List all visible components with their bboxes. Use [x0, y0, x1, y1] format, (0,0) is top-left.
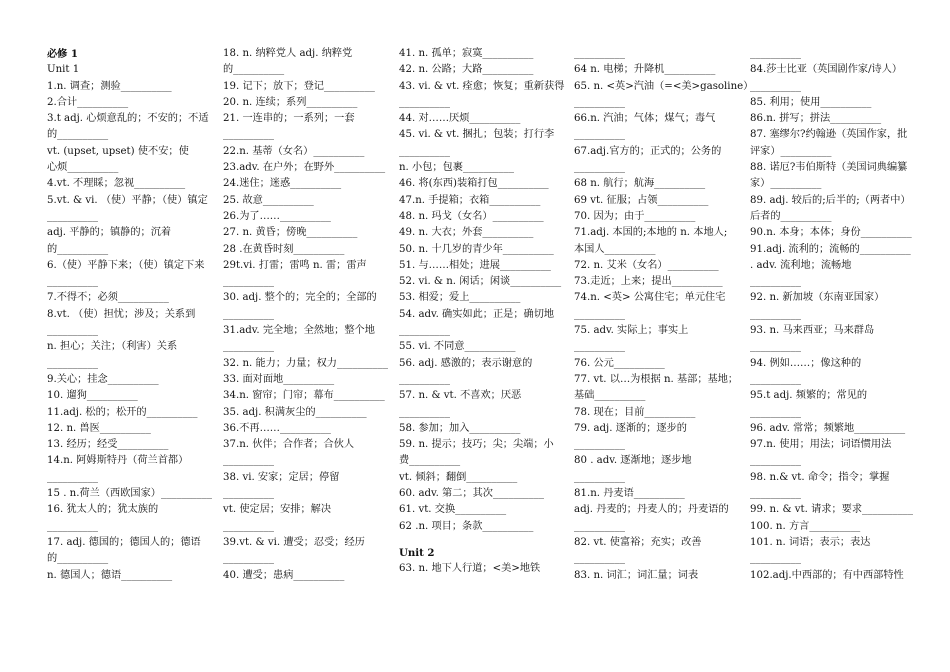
vocab-line: 3.t adj. 心烦意乱的；不安的；不适	[47, 113, 209, 125]
vocab-line: 14.n. 阿姆斯特丹（荷兰首都）	[47, 455, 189, 467]
vocab-line: __________	[399, 96, 450, 108]
vocab-line: __________	[399, 325, 450, 337]
vocab-line: 46. 将(东西)装箱打包__________	[399, 178, 549, 190]
vocab-line: 75. adv. 实际上；事实上	[574, 325, 689, 337]
vocab-line: 4.vt. 不理睬；忽视__________	[47, 178, 186, 190]
vocab-line: 23.adv. 在户外；在野外__________	[223, 162, 386, 174]
vocab-line: 63. n. 地下人行道；<美>地铁	[399, 563, 541, 575]
section-heading: 必修 1	[47, 48, 79, 60]
vocab-line: 55. vi. 不同意__________	[399, 341, 516, 353]
vocab-line: 的__________	[223, 64, 285, 76]
vocab-line: __________	[47, 210, 98, 222]
vocab-line: vt. 使定居；安排；解决	[223, 504, 332, 516]
vocab-line: __________	[47, 520, 98, 532]
vocab-line: 15 . n.荷兰（西欧国家）__________	[47, 488, 212, 500]
vocab-line: __________	[574, 308, 625, 320]
vocab-line: 61. vt. 交换__________	[399, 504, 507, 516]
vocab-line: 59. n. 提示；技巧；尖；尖端；小	[399, 439, 554, 451]
vocab-line: __________	[750, 48, 801, 59]
vocab-line: 84.莎士比亚（英国剧作家/诗人）	[750, 64, 903, 76]
vocab-line: __________	[574, 162, 625, 174]
vocab-line: __________	[47, 325, 98, 337]
vocab-line: 81.n. 丹麦语__________	[574, 488, 685, 500]
vocab-line: 的__________	[47, 129, 109, 141]
vocab-line: 77. vt. 以…为根据 n. 基部；基地；	[574, 373, 739, 385]
vocab-line: 8.vt. （使）担忧；涉及；关系到	[47, 308, 196, 320]
vocab-line: __________	[750, 373, 801, 385]
vocab-line: adj. 丹麦的；丹麦人的；丹麦语的	[574, 504, 729, 516]
vocab-line: 96. adv. 常常；频繁地__________	[750, 422, 906, 434]
vocab-line: 79. adj. 逐渐的；逐步的	[574, 422, 687, 434]
vocab-line: 33. 面对面地__________	[223, 373, 335, 385]
vocab-line: 28 .在黄昏时刻__________	[223, 243, 345, 255]
vocab-line: . adv. 流利地；流畅地	[750, 259, 852, 271]
vocab-line: 89. adj. 较后的;后半的;（两者中）	[750, 194, 911, 206]
vocab-line: __________	[750, 406, 801, 418]
vocab-line: 49. n. 大衣；外套__________	[399, 227, 534, 239]
vocab-line: 41. n. 孤单；寂寞__________	[399, 48, 534, 59]
vocab-line: 9.关心；挂念__________	[47, 373, 159, 385]
vocab-line: 17. adj. 德国的；德国人的；德语	[47, 536, 201, 548]
vocab-line: __________	[574, 439, 625, 451]
vocab-line: 78. 现在；目前__________	[574, 406, 696, 418]
vocab-line: 52. vi. & n. 闲话；闲谈__________	[399, 276, 562, 288]
vocab-line: 30. adj. 整个的；完全的；全部的	[223, 292, 377, 304]
vocab-line: 25. 故意__________	[223, 194, 314, 206]
vocab-line: n. 担心；关注；（利害）关系	[47, 341, 178, 353]
vocab-line: 85. 利用；使用__________	[750, 96, 872, 108]
vocab-line: 心烦__________	[47, 162, 119, 174]
vocab-line: 73.走近；上来；提出__________	[574, 276, 723, 288]
vocab-line: 51. 与……相处；进展__________	[399, 259, 551, 271]
vocab-line: __________	[750, 455, 801, 467]
column-1	[47, 46, 212, 584]
vocab-line: 2.合计__________	[47, 96, 129, 108]
vocab-line: __________	[223, 488, 274, 500]
vocab-line: __________	[223, 276, 274, 288]
vocab-line: 47.n. 手提箱；衣箱__________	[399, 194, 541, 206]
vocab-line: 40. 遭受；患病__________	[223, 569, 345, 581]
vocab-line: 的__________	[47, 553, 109, 565]
vocab-line: __________	[47, 276, 98, 288]
vocab-line: 6.（使）平静下来；（使）镇定下来	[47, 259, 205, 271]
vocab-line: 95.t adj. 频繁的；常见的	[750, 390, 868, 402]
vocab-line: 38. vi. 安家；定居；停留	[223, 471, 340, 483]
vocab-line: 67.adj.官方的；正式的；公务的	[574, 145, 722, 157]
vocab-line: 22.n. 基蒂（女名）__________	[223, 145, 365, 157]
vocab-line: 12. n. 兽医__________	[47, 422, 151, 434]
vocab-line: __________	[574, 48, 625, 59]
vocab-line: __________	[223, 520, 274, 532]
vocab-line: 87. 塞缪尔?约翰逊（英国作家，批	[750, 129, 908, 141]
vocab-line: vt. (upset, upset) 使不安；使	[47, 145, 189, 157]
vocab-line: 94. 例如……；像这种的	[750, 357, 862, 369]
vocab-line: 91.adj. 流利的；流畅的__________	[750, 243, 911, 255]
vocab-line: 家）__________	[750, 178, 822, 190]
vocab-line	[399, 535, 547, 545]
vocab-line: __________	[750, 80, 801, 92]
vocab-line: __________	[574, 520, 625, 532]
vocab-line: __________	[750, 276, 801, 288]
vocab-line: 64 n. 电梯；升降机__________	[574, 64, 716, 76]
vocab-line: 90.n. 本身；本体；身份__________	[750, 227, 912, 239]
section-heading: Unit 2	[399, 546, 435, 559]
vocab-line: 66.n. 汽油；气体；煤气；毒气	[574, 113, 716, 125]
vocab-line: 100. n. 方言__________	[750, 520, 861, 532]
vocab-line: 71.adj. 本国的;本地的 n. 本地人;	[574, 227, 728, 239]
vocab-line: 10. 遛狗__________	[47, 390, 138, 402]
vocab-line: 1.n. 调查；测验__________	[47, 80, 172, 92]
vocab-line: __________	[574, 96, 625, 108]
vocab-line: 7.不得不；必须__________	[47, 292, 169, 304]
vocab-line: 62 .n. 项目；条款__________	[399, 520, 534, 532]
vocab-line: 的__________	[47, 243, 109, 255]
vocab-line: __________	[399, 145, 450, 157]
vocab-line: 39.vt. & vi. 遭受；忍受；经历	[223, 536, 365, 548]
vocab-line: 58. 参加；加入__________	[399, 422, 521, 434]
vocab-line: 74.n. <英> 公寓住宅；单元住宅	[574, 292, 726, 304]
vocab-line: __________	[750, 341, 801, 353]
vocab-line: 费__________	[399, 455, 461, 467]
vocab-line: 57. n. & vt. 不喜欢；厌恶	[399, 390, 522, 402]
vocab-line: __________	[223, 129, 274, 141]
vocab-line: 72. n. 艾米（女名）__________	[574, 259, 719, 271]
vocab-line: 34.n. 窗帘；门帘；幕布__________	[223, 390, 385, 402]
vocab-line: 36.不再……__________	[223, 422, 331, 434]
vocab-line: 11.adj. 松的；松开的__________	[47, 406, 198, 418]
column-2	[223, 46, 388, 584]
vocab-line: 50. n. 十几岁的青少年__________	[399, 243, 554, 255]
vocab-line: __________	[223, 308, 274, 320]
vocab-line: __________	[399, 373, 450, 385]
vocab-line: 93. n. 马来西亚；马来群岛	[750, 325, 875, 337]
vocab-line: Unit 1	[47, 64, 80, 76]
column-3	[399, 46, 565, 578]
vocab-line: 101. n. 词语；表示；表达	[750, 536, 871, 548]
vocab-line: 53. 相爱；爱上__________	[399, 292, 521, 304]
vocab-line: 83. n. 词汇；词汇量；词表	[574, 569, 699, 581]
vocab-line: 评家）__________	[750, 145, 832, 157]
vocab-line: vt. 倾斜；翻倒__________	[399, 471, 518, 483]
vocab-line: 97.n. 使用；用法；词语惯用法	[750, 439, 892, 451]
vocab-line: 19. 记下；放下；登记__________	[223, 80, 375, 92]
vocab-line: 后者的__________	[750, 210, 832, 222]
vocab-line: 102.adj.中西部的；有中西部特性	[750, 569, 904, 581]
column-5	[750, 46, 913, 584]
vocab-line: 92. n. 新加坡（东南亚国家）	[750, 292, 885, 304]
vocab-line: __________	[399, 406, 450, 418]
vocab-line: __________	[574, 471, 625, 483]
vocab-line: 76. 公元__________	[574, 357, 665, 369]
vocab-line: 98. n.& vt. 命令；指令；掌握	[750, 471, 890, 483]
vocab-line: __________	[47, 471, 98, 483]
vocab-line: 16. 犹太人的；犹太族的	[47, 504, 159, 516]
vocab-line: 20. n. 连续；系列__________	[223, 96, 358, 108]
vocab-line: 69 vt. 征服；占领__________	[574, 194, 709, 206]
vocab-line: 35. adj. 积满灰尘的__________	[223, 406, 367, 418]
vocab-line: 18. n. 纳粹党人 adj. 纳粹党	[223, 48, 353, 59]
vocab-line: 65. n. <英>汽油（=<美>gasoline）	[574, 80, 754, 92]
vocab-line: 56. adj. 感激的；表示谢意的	[399, 357, 533, 369]
vocab-line: __________	[223, 341, 274, 353]
vocab-line: 本国人__________	[574, 243, 656, 255]
vocab-line: 21. 一连串的；一系列；一套	[223, 113, 355, 125]
vocab-line: n. 德国人；德语__________	[47, 569, 173, 581]
vocab-line: 86.n. 拼写；拼法__________	[750, 113, 882, 125]
vocab-line: 42. n. 公路；大路__________	[399, 64, 534, 76]
vocab-line: 45. vi. & vt. 捆扎；包装；打行李	[399, 129, 555, 141]
vocab-line: 29t.vi. 打雷；雷鸣 n. 雷；雷声	[223, 259, 367, 271]
vocab-line: 37.n. 伙伴；合作者；合伙人	[223, 439, 355, 451]
vocab-line: 82. vt. 使富裕；充实；改善	[574, 536, 702, 548]
vocab-line: __________	[223, 553, 274, 565]
vocab-line: 13. 经历；经受__________	[47, 439, 169, 451]
vocab-line: 80 . adv. 逐渐地；逐步地	[574, 455, 692, 467]
vocab-line: 5.vt. & vi. （使）平静；（使）镇定	[47, 194, 208, 206]
vocab-line: __________	[574, 341, 625, 353]
vocab-line: __________	[750, 553, 801, 565]
vocab-line: 60. adv. 第二；其次__________	[399, 488, 544, 500]
vocab-line: __________	[574, 129, 625, 141]
vocab-line: 44. 对……厌烦__________	[399, 113, 521, 125]
vocab-line: __________	[750, 308, 801, 320]
vocab-line: 54. adv. 确实如此；正是；确切地	[399, 308, 555, 320]
vocab-line: n. 小包；包裹__________	[399, 162, 514, 174]
vocab-line: adj. 平静的；镇静的；沉着	[47, 227, 172, 239]
vocab-line: 27. n. 黄昏；傍晚__________	[223, 227, 358, 239]
vocab-line: __________	[223, 455, 274, 467]
vocab-line: 31.adv. 完全地；全然地；整个地	[223, 325, 375, 337]
vocab-line: 88. 诺厄?韦伯斯特（美国词典编纂	[750, 162, 908, 174]
vocab-line: 24.迷住；迷惑__________	[223, 178, 342, 190]
vocab-line: __________	[47, 357, 98, 369]
vocab-line: __________	[750, 488, 801, 500]
column-4	[574, 46, 754, 584]
vocab-line: 68 n. 航行；航海__________	[574, 178, 706, 190]
vocab-line: 32. n. 能力；力量；权力__________	[223, 357, 388, 369]
vocab-line: 99. n. & vt. 请求；要求__________	[750, 504, 913, 516]
vocab-line: 基础__________	[574, 390, 646, 402]
vocab-line: __________	[574, 553, 625, 565]
vocab-line: 43. vi. & vt. 痊愈；恢复；重新获得	[399, 80, 565, 92]
vocab-line: 70. 因为；由于__________	[574, 210, 696, 222]
vocab-line: 26.为了……__________	[223, 210, 331, 222]
vocab-line: 48. n. 玛戈（女名）__________	[399, 210, 544, 222]
